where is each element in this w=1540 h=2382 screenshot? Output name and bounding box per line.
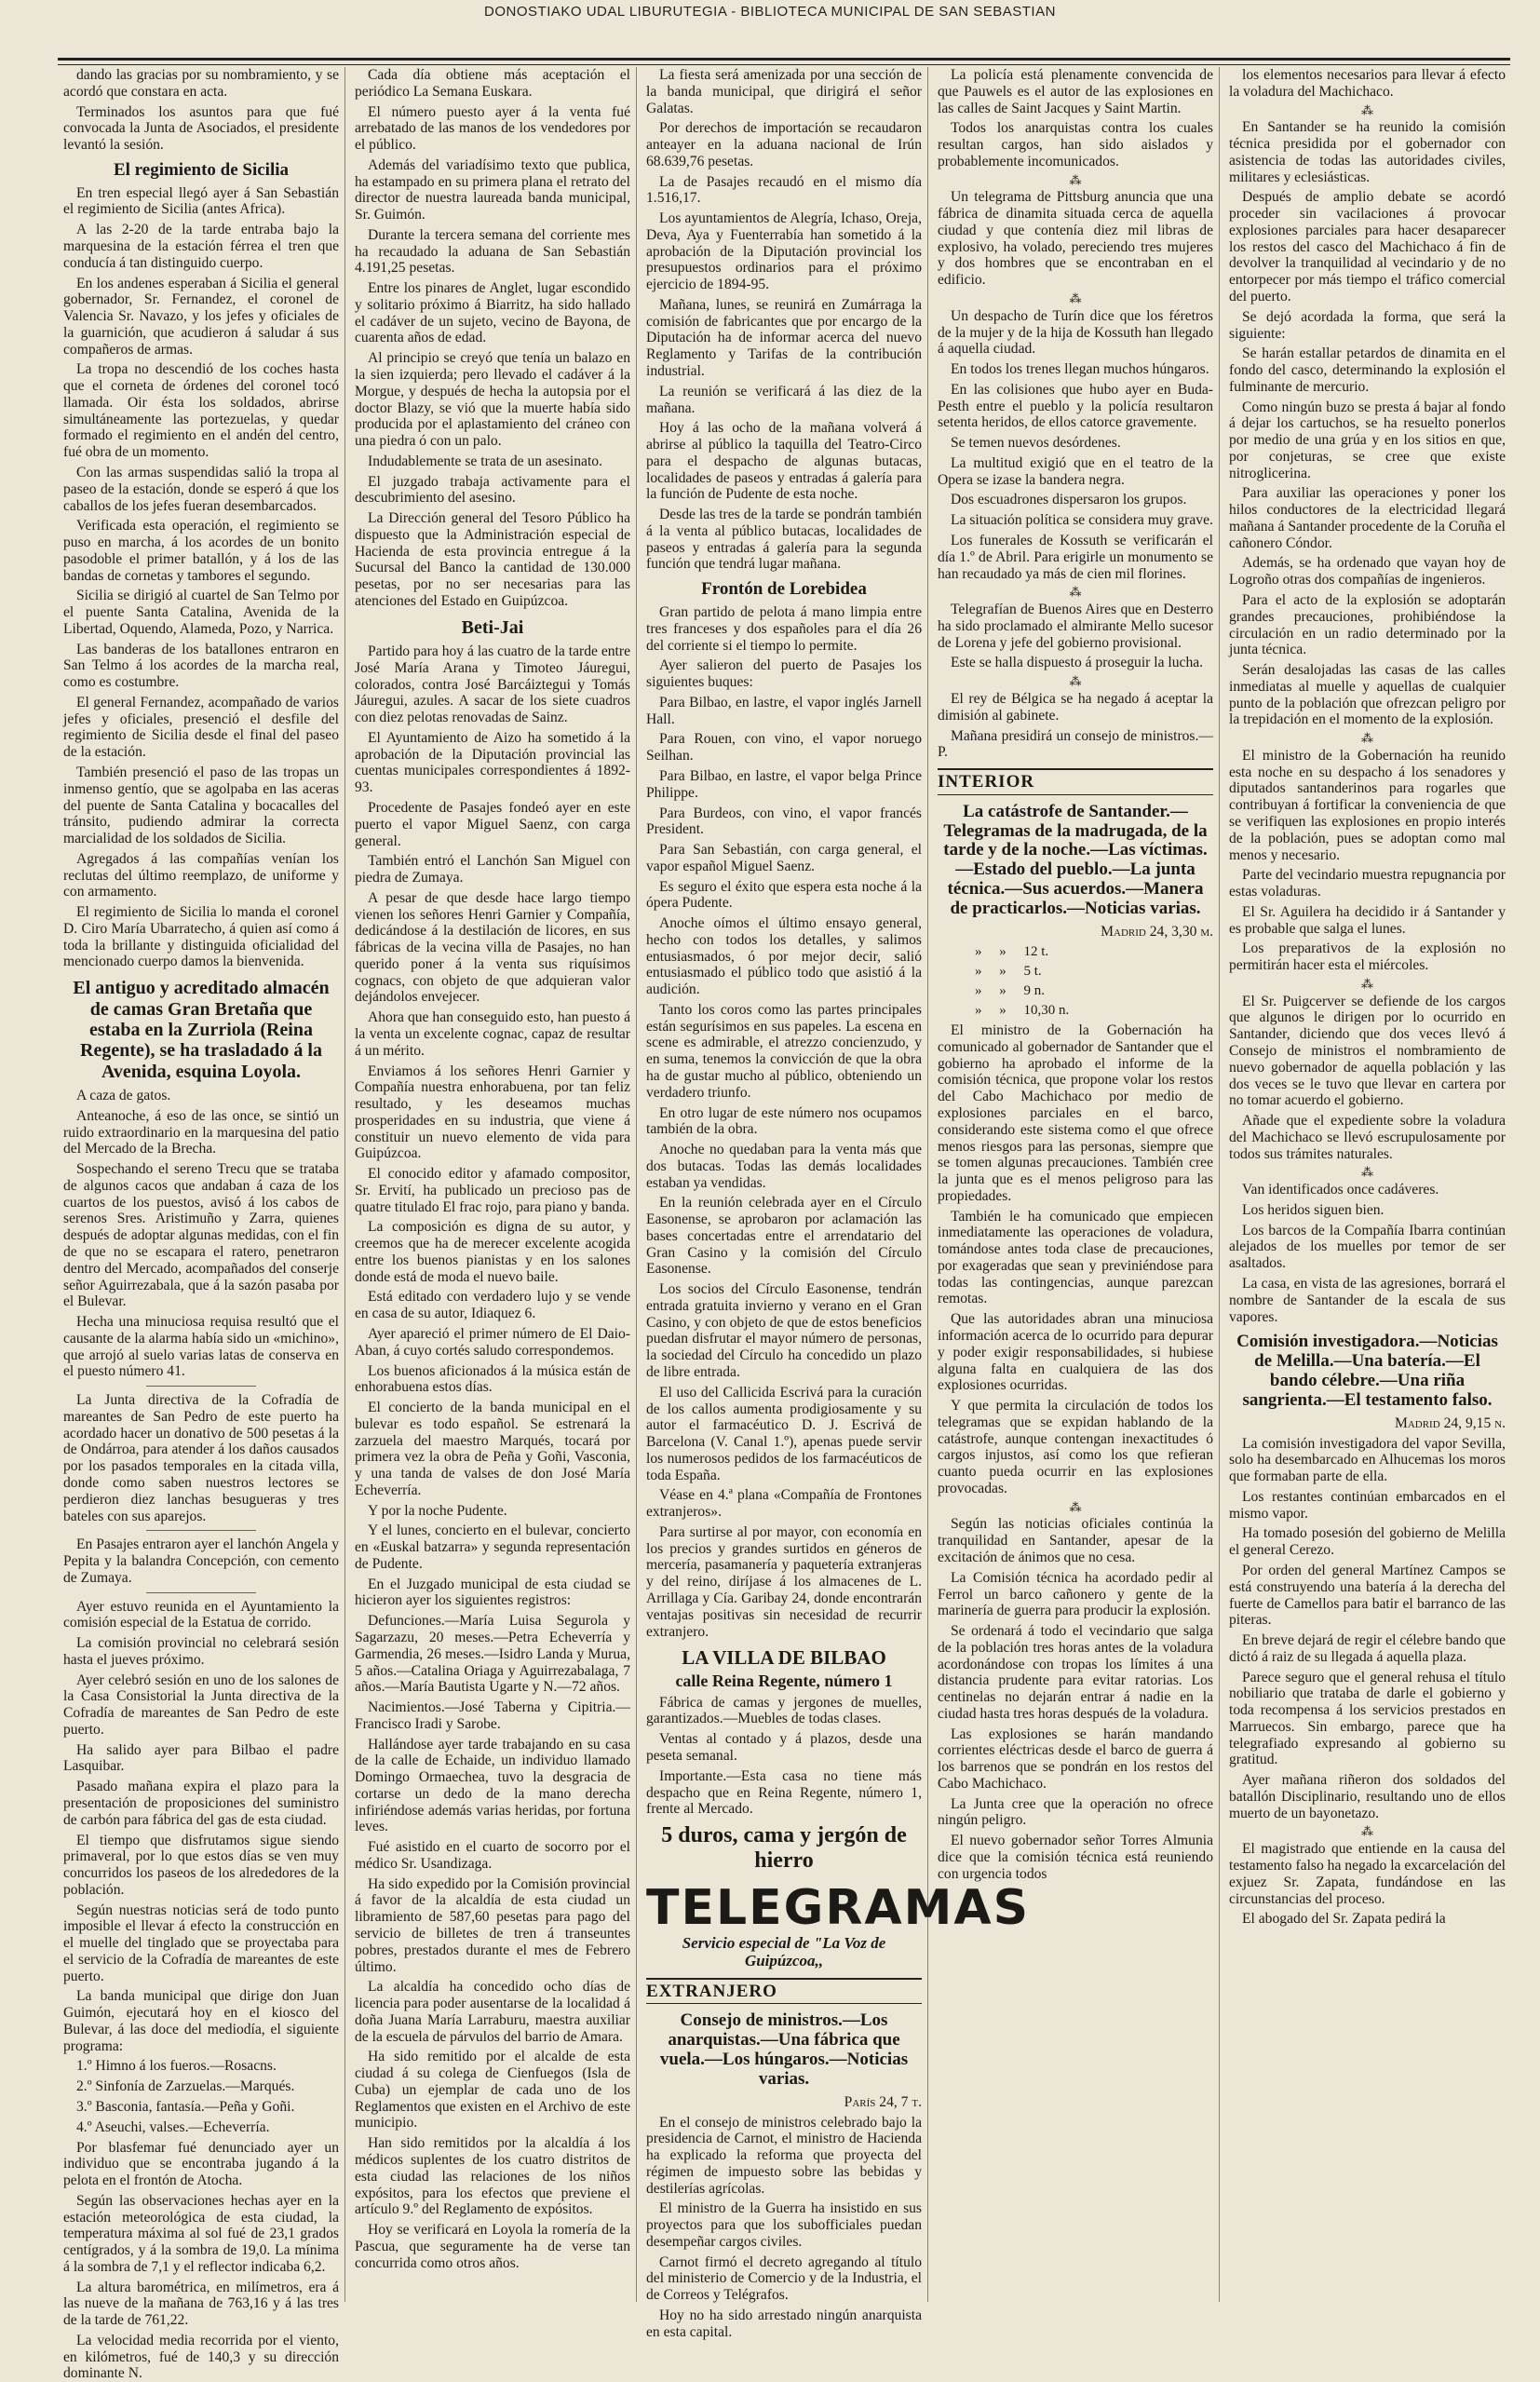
paragraph: Para el acto de la explosión se adoptarán grandes precauciones, prohibiéndose la circulación en un radio determinado por la junta técnica. bbox=[1229, 592, 1506, 658]
column-5 bbox=[1229, 67, 1511, 2302]
paragraph: Serán desalojadas las casas de las calles inmediatas al muelle y aquellas de cualquier punto de la población que ofrezcan peligro por la trepidación en el momento de la explosión. bbox=[1229, 662, 1506, 728]
paragraph: La Junta cree que la operación no ofrece ningún peligro. bbox=[938, 1795, 1213, 1829]
paragraph: Para San Sebastián, con carga general, el vapor español Miguel Saenz. bbox=[646, 842, 922, 874]
paragraph: El juzgado trabaja activamente para el descubrimiento del asesino. bbox=[355, 473, 630, 507]
paragraph: El Sr. Puigcerver se defiende de los cargos que algunos le dirigen por lo ocurrido en Santander, diciendo que dos veces llevó á Consejo de ministros el nombramiento de nuevo gobernador de aquella población y las dos veces se le tuvo que llevar en cartera por no tomar acuerdo el gobierno. bbox=[1229, 993, 1506, 1109]
paragraph: Ha sido expedido por la Comisión provincial á favor de la alcaldía de esta ciudad un libramiento de 587,60 pesetas para pago del servicio de billetes de tren á transeuntes pobres, prestados durante el mes de Febrero último. bbox=[355, 1875, 630, 1975]
paragraph: En la reunión celebrada ayer en el Círculo Easonense, se aprobaron por aclamación las bases concertadas entre el arrendatario del Gran Casino y la comisión del Círculo Easonense. bbox=[646, 1195, 922, 1278]
telegramas-heading: TELEGRAMAS bbox=[646, 1879, 1031, 1936]
paragraph: Para surtirse al por mayor, con economía en los precios y grandes surtidos en géneros de mercería, pasamanería y paquetería extranjeras y del reino, diríjase á los almacenes de L. Arrillaga y Cía. Garibay 24, donde encontrarán ventajas positivas sin necesidad de recurrir extranjero. bbox=[646, 1523, 922, 1640]
paragraph: También le ha comunicado que empiecen inmediatamente las operaciones de voladura, tomándose antes toda clase de precauciones, por exageradas que sean y previniéndose para todas las contingencias, aunque parezcan remotas. bbox=[938, 1208, 1213, 1307]
paragraph: Defunciones.—María Luisa Segurola y Sagarzazu, 20 meses.—Petra Echeverría y Garmendia, 26 meses.—Isidro Landa y Murua, 5 años.—Catalina Oriaga y Aguirrezabalaga, 7 años.—María Bautista Ugarte y N.—72 años. bbox=[355, 1613, 630, 1696]
paragraph: Cada día obtiene más aceptación el periódico La Semana Euskara. bbox=[355, 67, 630, 100]
paragraph: Carnot firmó el decreto agregando al título del ministerio de Comercio y de la Industria, el de Correos y Telégrafos. bbox=[646, 2253, 922, 2304]
paragraph: Desde las tres de la tarde se pondrán también á la venta al público butacas, localidades de paseos y entradas á galería para la segunda función que tendrá lugar mañana. bbox=[646, 507, 922, 573]
paragraph: Y que permita la circulación de todos los telegramas que se expidan hablando de la catástrofe, aunque contengan inexactitudes ó cargos injustos, así como los que refieran cuanto pueda ocurrir en las explosiones provocadas. bbox=[938, 1398, 1213, 1496]
paragraph: La alcaldía ha concedido ocho días de licencia para poder ausentarse de la localidad á doña Juana María Larraburu, maestra auxiliar de la escuela de párvulos del barrio de Amara. bbox=[355, 1979, 630, 2045]
program-item: 4.º Aseuchi, valses.—Echeverría. bbox=[76, 2118, 270, 2135]
paragraph: Además del variadísimo texto que publica, ha estampado en su primera plana el retrato del director de nuestra laureada banda municipal, Sr. Guimón. bbox=[355, 156, 630, 223]
advert-text: Importante.—Esta casa no tiene más despacho que en Reina Regente, número 1, frente al Mercado. bbox=[646, 1767, 922, 1818]
service-subheading: Servicio especial de "La Voz de Guipúzcoa,, bbox=[682, 1933, 886, 1970]
paragraph: Por derechos de importación se recaudaron anteayer en la aduana nacional de Irún 68.639,76 pesetas. bbox=[646, 120, 922, 169]
paragraph: Sicilia se dirigió al cuartel de San Telmo por el puente Santa Catalina, Avenida de la Libertad, Oquendo, Alameda, Pozo, y Narrica. bbox=[63, 588, 339, 637]
paragraph: El abogado del Sr. Zapata pedirá la bbox=[1242, 1911, 1446, 1928]
paragraph: Mañana presidirá un consejo de ministros.—P. bbox=[938, 727, 1213, 761]
paragraph: Con las armas suspendidas salió la tropa al paseo de la estación, donde se esperó á que los caballos de los jefes fueran desembarcados. bbox=[63, 464, 339, 514]
paragraph: También entró el Lanchón San Miguel con piedra de Zumaya. bbox=[355, 853, 630, 886]
paragraph: Para Rouen, con vino, el vapor noruego Seilhan. bbox=[646, 731, 922, 765]
paragraph: La policía está plenamente convencida de que Pauwels es el autor de las explosiones en las calles de Saint Jacques y Saint Martin. bbox=[938, 67, 1213, 116]
paragraph: Se dejó acordada la forma, que será la siguiente: bbox=[1229, 308, 1506, 342]
paragraph: dando las gracias por su nombramiento, y se acordó que constara en acta. bbox=[63, 67, 339, 100]
paragraph: El nuevo gobernador señor Torres Almunia dice que la comisión técnica está reuniendo con urgencia todos bbox=[938, 1833, 1213, 1882]
paragraph: En las colisiones que hubo ayer en Buda-Pesth entre el pueblo y la policía resultaron setenta heridos, de ellos catorce gravemente. bbox=[938, 381, 1213, 431]
paragraph: Parece seguro que el general rehusa el título nobiliario que trataba de darle el gobierno y toda recompensa á los servicios prestados en Marruecos. Sin embargo, parece que ha telegrafiado expresando al gobierno su gratitud. bbox=[1229, 1669, 1506, 1768]
paragraph: La Dirección general del Tesoro Público ha dispuesto que la Administración especial de Hacienda de esta provincia entregue á la Sucursal del Banco la cantidad de 130.000 pesetas, por no ser necesarias para las atenciones del Estado en Guipúzcoa. bbox=[355, 510, 630, 609]
paragraph: El conocido editor y afamado compositor, Sr. Ervití, ha publicado un precioso pas de quatre titulado El frac rojo, para piano y banda. bbox=[355, 1166, 630, 1215]
paragraph: A las 2-20 de la tarde entraba bajo la marquesina de la estación férrea el tren que conducía á tan distinguido cuerpo. bbox=[63, 222, 339, 271]
dateline-time: » » 12 t. bbox=[975, 943, 1049, 959]
paragraph: El general Fernandez, acompañado de varios jefes y oficiales, presenció el desfile del regimiento de Sicilia desde el final del paseo de la estación. bbox=[63, 694, 339, 761]
paragraph: Los preparativos de la explosión no permitirán hacer esta el miércoles. bbox=[1229, 941, 1506, 974]
paragraph: Ha tomado posesión del gobierno de Melilla el general Cerezo. bbox=[1229, 1525, 1506, 1559]
separator-stars: ⁂ bbox=[1361, 1824, 1373, 1839]
separator-stars: ⁂ bbox=[1361, 102, 1373, 117]
paragraph: Por blasfemar fué denunciado ayer un individuo que se encontraba jugando á la pelota en el frontón de Atocha. bbox=[63, 2139, 339, 2189]
separator-stars: ⁂ bbox=[1361, 1165, 1373, 1180]
column-4 bbox=[938, 67, 1220, 2302]
paragraph: Durante la tercera semana del corriente mes ha recaudado la aduana de San Sebastián 4.191,25 pesetas. bbox=[355, 226, 630, 277]
news-headline: La catástrofe de Santander.—Telegramas de la madrugada, de la tarde y de la noche.—Las víctimas.—Estado del pueblo.—La junta técnica.—Sus acuerdos.—Manera de practicarlos.—Noticias varias. bbox=[943, 801, 1208, 919]
paragraph: Agregados á las compañías venían los reclutas del último reemplazo, de uniforme y con armamento. bbox=[63, 850, 339, 900]
paragraph: Está editado con verdadero lujo y se vende en casa de su autor, Idiaquez 6. bbox=[355, 1289, 630, 1322]
paragraph: Añade que el expediente sobre la voladura del Machichaco se llevó escrupulosamente por todos sus trámites naturales. bbox=[1229, 1113, 1506, 1162]
paragraph: En breve dejará de regir el célebre bando que dictó á raiz de su llegada á aquella plaza. bbox=[1229, 1632, 1506, 1665]
paragraph: Han sido remitidos por la alcaldía á los médicos suplentes de los cuatro distritos de esta ciudad las relaciones de los niños expósitos, para los efectos que previene el artículo 9.º del Reglamento de expósitos. bbox=[355, 2135, 630, 2218]
paragraph: Este se halla dispuesto á proseguir la lucha. bbox=[951, 655, 1204, 671]
paragraph: En todos los trenes llegan muchos húngaros. bbox=[951, 361, 1209, 378]
paragraph: El ministro de la Gobernación ha reunido esta noche en su despacho á los senadores y diputados santanderinos para rogarles que contribuyan á fortificar la conveniencia de que se verifiquen las explosiones en propio interés de la población, pues se adoptan como mal menos y necesario. bbox=[1229, 747, 1506, 863]
paragraph: La de Pasajes recaudó en el mismo día 1.516,17. bbox=[646, 173, 922, 207]
separator-stars: ⁂ bbox=[1069, 172, 1082, 187]
paragraph: Al principio se creyó que tenía un balazo en la sien izquierda; pero llevado el cadáver á la Morgue, y después de hecha la autopsia por el doctor Blazy, se vió que la muerte había sido producida por el aplastamiento del cráneo con una piedra ó con un palo. bbox=[355, 350, 630, 450]
paragraph: Un despacho de Turín dice que los féretros de la mujer y de la hija de Kossuth han llegado á aquella ciudad. bbox=[938, 307, 1213, 358]
paragraph: Mañana, lunes, se reunirá en Zumárraga la comisión de fabricantes que por encargo de la Diputación ha de informar acerca del nuevo Reglamento y Tarifas de la contribución industrial. bbox=[646, 296, 922, 380]
program-item: 2.º Sinfonía de Zarzuelas.—Marqués. bbox=[76, 2078, 295, 2095]
paragraph: Entre los pinares de Anglet, lugar escondido y solitario próximo á Biarritz, ha sido hallado el cadáver de un sujeto, vecino de Bayona, de cuarenta años de edad. bbox=[355, 280, 630, 346]
paragraph: Se temen nuevos desórdenes. bbox=[951, 435, 1121, 452]
paragraph: Según nuestras noticias será de todo punto imposible el llevar á efecto la construcción en el muelle del tinglado que se proyectaba para el servicio de la Cofradía de mareantes de este puerto. bbox=[63, 1902, 339, 1984]
paragraph: Procedente de Pasajes fondeó ayer en este puerto el vapor Miguel Saenz, con carga general. bbox=[355, 800, 630, 849]
news-headline: Comisión investigadora.—Noticias de Melilla.—Una batería.—El bando célebre.—Una riña sangrienta.—El testamento falso. bbox=[1236, 1332, 1498, 1410]
paragraph: En tren especial llegó ayer á San Sebastián el regimiento de Sicilia (antes Africa). bbox=[63, 184, 339, 218]
paragraph: Parte del vecindario muestra repugnancia por estas voladuras. bbox=[1229, 867, 1506, 900]
paragraph: Dos escuadrones dispersaron los grupos. bbox=[951, 492, 1187, 508]
paragraph: Que las autoridades abran una minuciosa información acerca de lo ocurrido para depurar y poder exigir responsabilidades, si hubiese alguna falta en cualquiera de las dos explosiones ocurridas. bbox=[938, 1311, 1213, 1394]
paragraph: Las explosiones se harán mandando corrientes eléctricas desde el barco de guerra á los barrenos que se pondrán en los restos del Cabo Machichaco. bbox=[938, 1726, 1213, 1792]
section-heading: Frontón de Lorebidea bbox=[701, 579, 867, 600]
dateline-time: » » 5 t. bbox=[975, 963, 1042, 979]
program-item: 1.º Himno á los fueros.—Rosacns. bbox=[76, 2058, 277, 2075]
paragraph: La reunión se verificará á las diez de la mañana. bbox=[646, 383, 922, 416]
separator-stars: ⁂ bbox=[1069, 291, 1082, 305]
archive-banner: DONOSTIAKO UDAL LIBURUTEGIA - BIBLIOTECA MUNICIPAL DE SAN SEBASTIAN bbox=[484, 4, 1056, 20]
dateline: París 24, 7 t. bbox=[844, 2093, 922, 2110]
paragraph: A caza de gatos. bbox=[76, 1088, 171, 1104]
paragraph: El Sr. Aguilera ha decidido ir á Santander y es probable que salga el lunes. bbox=[1229, 903, 1506, 937]
paragraph: Anteanoche, á eso de las once, se sintió un ruido extraordinario en la marquesina del patio del Mercado de la Brecha. bbox=[63, 1107, 339, 1157]
paragraph: La velocidad media recorrida por el viento, en kilómetros, fué de 140,3 y su dirección dominante N. bbox=[63, 2332, 339, 2382]
paragraph: Después de amplio debate se acordó proceder sin vacilaciones á provocar explosiones parciales para hacer desaparecer los restos del casco del Machichaco á fin de devolver la tranquilidad al vecindario y de no entorpecer por más tiempo el tráfico comercial del puerto. bbox=[1229, 189, 1506, 305]
paragraph: Van identificados once cadáveres. bbox=[1242, 1182, 1439, 1198]
paragraph: Un telegrama de Pittsburg anuncia que una fábrica de dinamita situada cerca de aquella ciudad y que contenía diez mil libras de explosivo, ha volado, pereciendo tres mujeres y dos hombres que se encontraban en el edificio. bbox=[938, 189, 1213, 289]
paragraph: También presenció el paso de las tropas un inmenso gentío, que se agolpaba en las aceras del puente de Santa Catalina y bocacalles del tránsito, pudiendo admirar la correcta marcialidad de los soldados de Sicilia. bbox=[63, 764, 339, 847]
paragraph: A pesar de que desde hace largo tiempo vienen los señores Henri Garnier y Compañía, dedicándose á la destilación de licores, en sus fábricas de la vecina villa de Pasajes, no han querido poner á la venta sus riquísimos cognacs, con objeto de que adquieran valor dejándolos envejecer. bbox=[355, 889, 630, 1006]
section-heading: Beti-Jai bbox=[461, 616, 524, 638]
paragraph: Terminados los asuntos para que fué convocada la Junta de Asociados, el presidente levantó la sesión. bbox=[63, 103, 339, 154]
paragraph: Nacimientos.—José Taberna y Cipitria.—Francisco Iradi y Sarobe. bbox=[355, 1699, 630, 1732]
advert-price: 5 duros, cama y jergón de hierro bbox=[661, 1823, 907, 1874]
separator-stars: ⁂ bbox=[1361, 731, 1373, 746]
separator-stars: ⁂ bbox=[1069, 585, 1082, 600]
paragraph: El Ayuntamiento de Aizo ha sometido á la aprobación de la Diputación provincial las cuentas municipales correspondientes á 1892-93. bbox=[355, 729, 630, 796]
paragraph: El ministro de la Guerra ha insistido en sus proyectos para que los subofficiales puedan desempeñar cargos civiles. bbox=[646, 2200, 922, 2250]
paragraph: Hoy se verificará en Loyola la romería de la Pascua, que seguramente ha de verse tan concurrida como otros años. bbox=[355, 2222, 630, 2271]
paragraph: Los heridos siguen bien. bbox=[1242, 1201, 1385, 1218]
dateline-time: » » 9 n. bbox=[975, 983, 1045, 998]
paragraph: La Junta directiva de la Cofradía de mareantes de San Pedro de este puerto ha acordado hacer un donativo de 500 pesetas á la de Ondárroa, para atender á los daños causados por los pasados temporales en la citada villa, donde como saben nuestros lectores se perdieron diez lanchas besugueras y tres bateles con sus aparejos. bbox=[63, 1392, 339, 1524]
paragraph: La banda municipal que dirige don Juan Guimón, ejecutará hoy en el kiosco del Bulevar, á las doce del mediodía, el siguiente programa: bbox=[63, 1988, 339, 2054]
paragraph: Además, se ha ordenado que vayan hoy de Logroño otras dos compañías de ingenieros. bbox=[1229, 555, 1506, 589]
paragraph: Para Bilbao, en lastre, el vapor inglés Jarnell Hall. bbox=[646, 694, 922, 727]
paragraph: Para Bilbao, en lastre, el vapor belga Prince Philippe. bbox=[646, 767, 922, 801]
paragraph: Partido para hoy á las cuatro de la tarde entre José María Arana y Timoteo Jáuregui, colorados, contra José Barcáiztegui y Tomás Jáuregui, azules. A sacar de los siete cuadros con diez pelotas renovadas de Sainz. bbox=[355, 643, 630, 726]
paragraph: En el consejo de ministros celebrado bajo la presidencia de Carnot, el ministro de Hacienda ha explicado la reforma que proyecta del régimen de impuesto sobre las bebidas y destilerías agrícolas. bbox=[646, 2114, 922, 2197]
paragraph: Ayer estuvo reunida en el Ayuntamiento la comisión especial de la Estatua de corrido. bbox=[63, 1598, 339, 1631]
advert-title: LA VILLA DE BILBAO bbox=[682, 1646, 886, 1670]
paragraph: Anoche no quedaban para la venta más que dos butacas. Todas las demás localidades estaban ya vendidas. bbox=[646, 1142, 922, 1191]
paragraph: Para auxiliar las operaciones y poner los hilos conductores de la electricidad llegará mañana á Santander procedente de la Coruña el cañonero Cóndor. bbox=[1229, 485, 1506, 551]
separator-stars: ⁂ bbox=[1069, 674, 1082, 689]
paragraph: Ayer salieron del puerto de Pasajes los siguientes buques: bbox=[646, 657, 922, 691]
paragraph: En Santander se ha reunido la comisión técnica presidida por el gobernador con asistencia de todas las autoridades civiles, militares y eclesiásticas. bbox=[1229, 119, 1506, 185]
masthead-rule bbox=[58, 58, 1510, 65]
paragraph: Ayer celebró sesión en uno de los salones de la Casa Consistorial la Junta directiva de la Cofradía de mareantes de San Pedro de este puerto. bbox=[63, 1671, 339, 1738]
paragraph: Se ordenará á todo el vecindario que salga de la población tres horas antes de la voladura acordonándose con tropas los límites á una distancia prudente para evitar ratorias. Los centinelas no dejarán entrar á nadie en la ciudad hasta tres horas después de la voladura. bbox=[938, 1623, 1213, 1722]
paragraph: La tropa no descendió de los coches hasta que el corneta de órdenes del coronel tocó llamada. Oir ésta los soldados, abrirse simultáneamente las portezuelas, y quedar formado el regimiento en el andén del centro, fué obra de un momento. bbox=[63, 361, 339, 461]
paragraph: Es seguro el éxito que espera esta noche á la ópera Pudente. bbox=[646, 878, 922, 912]
paragraph: Todos los anarquistas contra los cuales resultan cargos, han sido aislados y probablemente incomunicados. bbox=[938, 120, 1213, 169]
paragraph: Gran partido de pelota á mano limpia entre tres franceses y dos españoles para el día 26 del corriente si el tiempo lo permite. bbox=[646, 604, 922, 654]
paragraph: Ha sido remitido por el alcalde de esta ciudad á su colega de Cienfuegos (Isla de Cuba) un ejemplar de cada uno de los Reglamentos que existen en el Archivo de este municipio. bbox=[355, 2049, 630, 2132]
newspaper-page bbox=[63, 67, 1512, 2382]
paragraph: La fiesta será amenizada por una sección de la banda municipal, que dirigirá el señor Galatas. bbox=[646, 67, 922, 116]
paragraph: Se harán estallar petardos de dinamita en el fondo del casco, determinando la explosión el fulminante de mercurio. bbox=[1229, 345, 1506, 395]
paragraph: En el Juzgado municipal de esta ciudad se hicieron ayer los siguientes registros: bbox=[355, 1576, 630, 1609]
paragraph: Los buenos aficionados á la música están de enhorabuena estos días. bbox=[355, 1362, 630, 1396]
paragraph: El uso del Callicida Escrivá para la curación de los callos aumenta prodigiosamente y su autor el farmacéutico D. J. Escrivá de Barcelona (V. Canal 1.º), apenas puede servir los numerosos pedidos de los farmacéuticos de toda España. bbox=[646, 1384, 922, 1483]
paragraph: Para Burdeos, con vino, el vapor francés President. bbox=[646, 805, 922, 838]
extranjero-label: EXTRANJERO bbox=[646, 1978, 922, 2005]
paragraph: El regimiento de Sicilia lo manda el coronel D. Ciro María Ubarratecho, á quien así como á toda la brillante y distinguida oficialidad del mencionado cuerpo damos la bienvenida. bbox=[63, 904, 339, 970]
paragraph: los elementos necesarios para llevar á efecto la voladura del Machichaco. bbox=[1229, 67, 1506, 100]
divider bbox=[146, 1592, 256, 1593]
paragraph: Según las observaciones hechas ayer en la estación meteorológica de esta ciudad, la temperatura máxima al sol fué de 23,1 grados centígrados, y á la sombra de 19,0. La mínima á la sombra de 7,1 y el reflector indicaba 6,2. bbox=[63, 2192, 339, 2275]
paragraph: La comisión investigadora del vapor Sevilla, solo ha desembarcado en Alhucemas los moros que formaban parte de ella. bbox=[1229, 1435, 1506, 1485]
advert-text: Fábrica de camas y jergones de muelles, garantizados.—Muebles de todas clases. bbox=[646, 1694, 922, 1727]
paragraph: Hallándose ayer tarde trabajando en su casa de la calle de Echaide, un individuo llamado Domingo Ormaechea, tuvo la desgracia de cortarse un dedo de la mano derecha infiriéndose además varias heridas, por fortuna leves. bbox=[355, 1736, 630, 1835]
paragraph: El ministro de la Gobernación ha comunicado al gobernador de Santander que el gobierno ha aprobado el informe de la comisión técnica, que propone volar los restos del Cabo Machichaco por medio de explosiones parciales en el barco, considerando este sistema como el que ofrece menos riesgos para las personas, siempre que se tomen algunas precauciones. También cree la junta que es el menos peligroso para las propiedades. bbox=[938, 1022, 1213, 1204]
paragraph: Hecha una minuciosa requisa resultó que el causante de la alarma había sido un «michino», que arrojó al suelo varias latas de conserva en el puesto número 41. bbox=[63, 1314, 339, 1380]
paragraph: Los funerales de Kossuth se verificarán el día 1.º de Abril. Para erigirle un monumento se han recaudado ya más de cien mil florines. bbox=[938, 533, 1213, 582]
paragraph: Los socios del Círculo Easonense, tendrán entrada gratuita invierno y verano en el Gran Casino, y con objeto de que de estos beneficios puedan disfrutar el mayor número de personas, la sociedad del Círculo ha concedido un plazo de libre entrada. bbox=[646, 1281, 922, 1381]
news-headline: Consejo de ministros.—Los anarquistas.—Una fábrica que vuela.—Los húngaros.—Noticias varias. bbox=[659, 2010, 909, 2089]
advert-text: Ventas al contado y á plazos, desde una peseta semanal. bbox=[646, 1731, 922, 1765]
interior-label: INTERIOR bbox=[938, 768, 1213, 795]
divider bbox=[146, 1530, 256, 1531]
paragraph: Los ayuntamientos de Alegría, Ichaso, Oreja, Deva, Aya y Fuenterrabía han sometido á la aprobación de la Diputación provincial los presupuestos ordinarios para el próximo ejercicio de 1894-95. bbox=[646, 210, 922, 293]
paragraph: Telegrafían de Buenos Aires que en Desterro ha sido proclamado el almirante Mello sucesor de Lorena y jefe del gobierno provisional. bbox=[938, 602, 1213, 651]
paragraph: En los andenes esperaban á Sicilia el general gobernador, Sr. Fernandez, el coronel de Valencia Sr. Navazo, y los jefes y oficiales de la guarnición, que acudieron á saludar á sus compañeros de armas. bbox=[63, 275, 339, 358]
column-1 bbox=[63, 67, 345, 2382]
paragraph: Ayer mañana riñeron dos soldados del batallón Disciplinario, resultando uno de ellos muerto de un bayonetazo. bbox=[1229, 1772, 1506, 1821]
column-2 bbox=[355, 67, 637, 2302]
paragraph: Tanto los coros como las partes principales están segurísimos en sus papeles. La escena en scene es admirable, el atrezzo concienzudo, y en suma, tenemos la convicción de que la obra ha de gustar mucho al público, obteniendo un verdadero triunfo. bbox=[646, 1001, 922, 1101]
paragraph: La altura barométrica, en milímetros, era á las nueve de la mañana de 763,16 y á las tres de la tarde de 761,22. bbox=[63, 2279, 339, 2329]
paragraph: El número puesto ayer á la venta fué arrebatado de las manos de los vendedores por el público. bbox=[355, 103, 630, 154]
paragraph: La casa, en vista de las agresiones, borrará el nombre de Santander de la escala de sus vapores. bbox=[1229, 1276, 1506, 1325]
paragraph: Verificada esta operación, el regimiento se puso en marcha, á los acordes de un bonito pasodoble el primer batallón, y á los de las bandas de cornetas y tambores el segundo. bbox=[63, 518, 339, 584]
paragraph: El magistrado que entiende en la causa del testamento falso ha negado la excarcelación del exjuez Sr. Zapata, fundándose en las circunstancias del proceso. bbox=[1229, 1841, 1506, 1907]
dateline: Madrid 24, 3,30 m. bbox=[1101, 924, 1213, 941]
paragraph: Los barcos de la Compañía Ibarra continúan alejados de los muelles por temor de ser asaltados. bbox=[1229, 1222, 1506, 1272]
paragraph: La comisión provincial no celebrará sesión hasta el jueves próximo. bbox=[63, 1635, 339, 1668]
paragraph: El rey de Bélgica se ha negado á aceptar la dimisión al gabinete. bbox=[938, 690, 1213, 724]
paragraph: Hoy á las ocho de la mañana volverá á abrirse al público la taquilla del Teatro-Circo para el despacho de algunas butacas, localidades de paseos y entradas á galería para la función de Pudente de esta noche. bbox=[646, 420, 922, 503]
separator-stars: ⁂ bbox=[1069, 1499, 1082, 1514]
paragraph: Las banderas de los batallones entraron en San Telmo á los acordes de la marcha real, como es costumbre. bbox=[63, 641, 339, 691]
paragraph: Pasado mañana expira el plazo para la presentación de proposiciones del suministro de carbón para fábrica del gas de esta ciudad. bbox=[63, 1779, 339, 1828]
paragraph: Y el lunes, concierto en el bulevar, concierto en «Euskal batzarra» y segunda representación de Pudente. bbox=[355, 1523, 630, 1572]
paragraph: Ahora que han conseguido esto, han puesto á la venta un excelente cognac, capaz de resultar á un mérito. bbox=[355, 1009, 630, 1059]
paragraph: Hoy no ha sido arrestado ningún anarquista en esta capital. bbox=[646, 2307, 922, 2340]
separator-stars: ⁂ bbox=[1361, 976, 1373, 991]
program-item: 3.º Basconia, fantasía.—Peña y Goñi. bbox=[76, 2099, 295, 2115]
paragraph: Véase en 4.ª plana «Compañía de Frontones extranjeros». bbox=[646, 1487, 922, 1521]
section-heading: El regimiento de Sicilia bbox=[113, 159, 290, 180]
advert-subtitle: calle Reina Regente, número 1 bbox=[675, 1671, 893, 1691]
dateline: Madrid 24, 9,15 n. bbox=[1394, 1414, 1506, 1431]
paragraph: Enviamos á los señores Henri Garnier y Compañía nuestra enhorabuena, por tan feliz resultado, y les deseamos muchas prosperidades en su industria, que viene á constituir un nuevo elemento de vida para Guipúzcoa. bbox=[355, 1062, 630, 1162]
paragraph: Por orden del general Martínez Campos se está construyendo una batería á la derecha del fuerte de Camellos para batir el barranco de las piteras. bbox=[1229, 1563, 1506, 1629]
advert-heading: El antiguo y acreditado almacén de camas Gran Bretaña que estaba en la Zurriola (Reina Regente), se ha trasladado á la Avenida, esquina Loyola. bbox=[73, 978, 330, 1082]
paragraph: Los restantes continúan embarcados en el mismo vapor. bbox=[1229, 1488, 1506, 1522]
paragraph: Como ningún buzo se presta á bajar al fondo á dejar los cartuchos, se ha resuelto ponerlos por medio de una grúa y en los sitios en que, por conjeturas, se cree que existe nitroglicerina. bbox=[1229, 399, 1506, 481]
divider bbox=[146, 1386, 256, 1387]
paragraph: Indudablemente se trata de un asesinato. bbox=[368, 453, 603, 469]
paragraph: En otro lugar de este número nos ocupamos también de la obra. bbox=[646, 1104, 922, 1138]
paragraph: La multitud exigió que en el teatro de la Opera se izase la bandera negra. bbox=[938, 454, 1213, 488]
paragraph: Y por la noche Pudente. bbox=[368, 1502, 507, 1519]
paragraph: Según las noticias oficiales continúa la tranquilidad en Santander, apesar de la excitación de ánimos que no cesa. bbox=[938, 1516, 1213, 1565]
paragraph: El concierto de la banda municipal en el bulevar es todo español. Se estrenará la zarzuela del maestro Marqués, tocará por primera vez la obra de Peña y Goñi, Vasconia, y una tanda de valses de don José María Echeverría. bbox=[355, 1400, 630, 1498]
paragraph: Ha salido ayer para Bilbao el padre Lasquibar. bbox=[63, 1741, 339, 1775]
dateline-time: » » 10,30 n. bbox=[975, 1003, 1070, 1019]
paragraph: Ayer apareció el primer número de El Daio-Aban, á cuyo cortés saludo correspondemos. bbox=[355, 1325, 630, 1359]
paragraph: Sospechando el sereno Trecu que se trataba de algunos cacos que andaban á caza de los cuartos de los puestos, avisó á los cabos de serenos Sres. Aristimuño y Zarra, quienes después de adoptar algunas medidas, con el fin de que no se escapara el ratero, penetraron dentro del Mercado, acompañados del conserje señor Aguirrezabala, que á la sazón pasaba por el Bulevar. bbox=[63, 1161, 339, 1310]
paragraph: La Comisión técnica ha acordado pedir al Ferrol un barco cañonero y gente de la marinería de guerra para producir la explosión. bbox=[938, 1569, 1213, 1619]
paragraph: Anoche oímos el último ensayo general, hecho con todos los detalles, y salimos entusiasmados, ó por mejor decir, salió entusiasmado el público todo que asistió á la audición. bbox=[646, 915, 922, 998]
paragraph: La situación política se considera muy grave. bbox=[951, 512, 1213, 529]
paragraph: La composición es digna de su autor, y creemos que ha de merecer excelente acogida entre los buenos pianistas y en los salones donde está de moda el nuevo baile. bbox=[355, 1219, 630, 1285]
paragraph: El tiempo que disfrutamos sigue siendo primaveral, por lo que estos días se ven muy concurridos los paseos de los alrededores de la población. bbox=[63, 1832, 339, 1898]
paragraph: En Pasajes entraron ayer el lanchón Angela y Pepita y la balandra Concepción, con cemento de Zumaya. bbox=[63, 1536, 339, 1586]
paragraph: Fué asistido en el cuarto de socorro por el médico Sr. Usandizaga. bbox=[355, 1839, 630, 1872]
